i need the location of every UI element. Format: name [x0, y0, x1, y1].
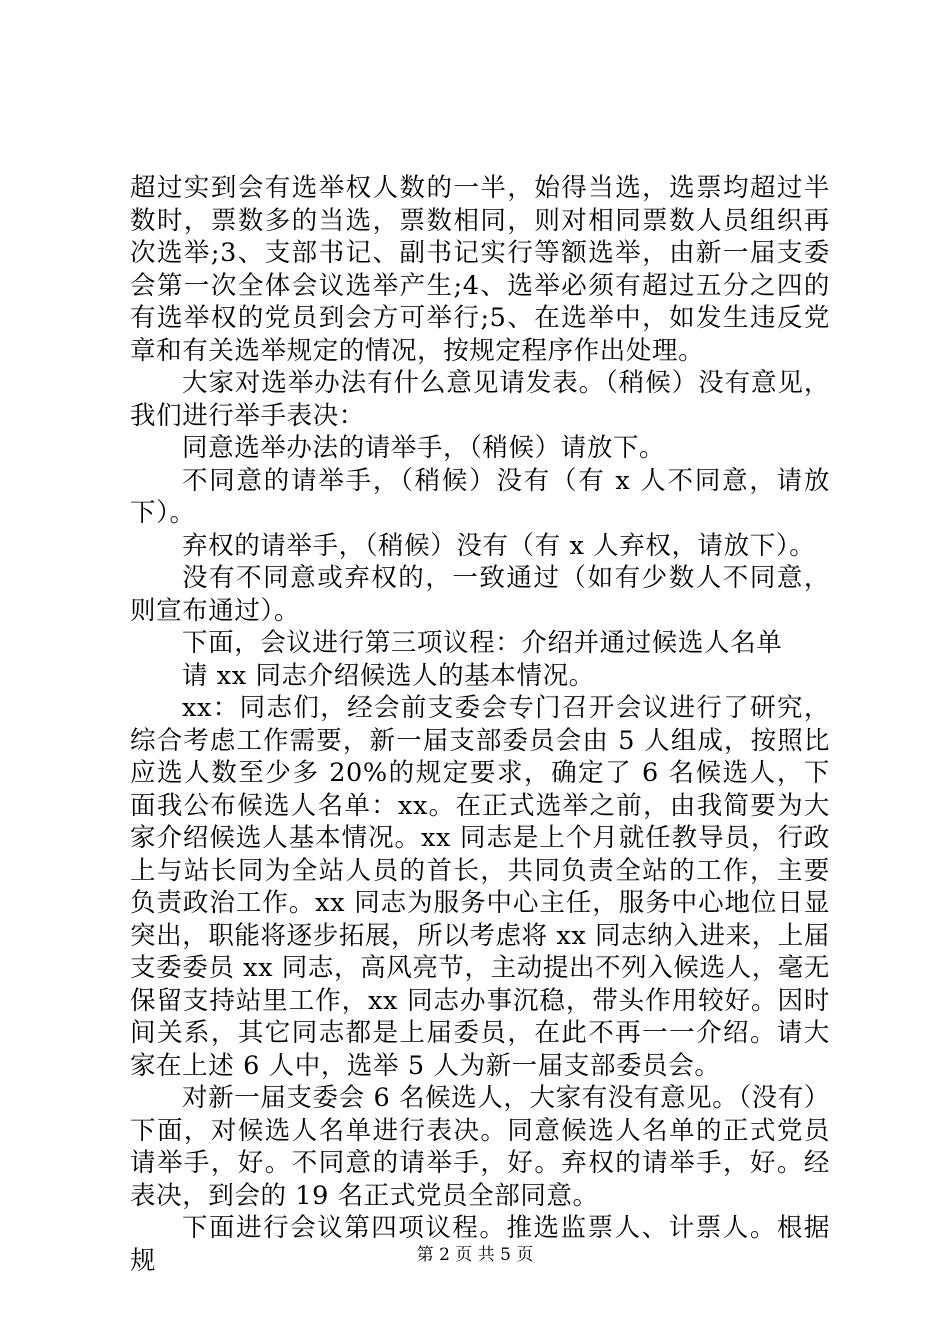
paragraph-election-rules: 超过实到会有选举权人数的一半，始得当选，选票均超过半数时，票数多的当选，票数相同，则对相同票数人员组织再次选举;3、支部书记、副书记实行等额选举，由新一届支委会第一次全体会议选举产生;4、选举必须有超过五分之四的有选举权的党员到会方可举行;5、在选举中，如发生违反党章和有关选举规定的情况，按规定程序作出处理。: [130, 173, 830, 366]
paragraph-vote-abstain: 弃权的请举手，（稍候）没有（有 x 人弃权，请放下）。: [182, 530, 816, 561]
paragraph-vote-disagree: 不同意的请举手，（稍候）没有（有 x 人不同意，请放下）。: [130, 465, 830, 528]
paragraph-candidate-vote: 对新一届支委会 6 名候选人，大家有没有意见。（没有）下面，对候选人名单进行表决。同意候选人名单的正式党员请举手，好。不同意的请举手，好。弃权的请举手，好。经表决，到会的 19 名正式党员全部同意。: [130, 1083, 830, 1211]
paragraph-agenda-four: 下面进行会议第四项议程。推选监票人、计票人。根据规: [130, 1213, 830, 1276]
paragraph-unanimous: 没有不同意或弃权的，一致通过（如有少数人不同意，则宣布通过）。: [130, 563, 830, 626]
paragraph-invite-opinions: 大家对选举办法有什么意见请发表。（稍候）没有意见，我们进行举手表决：: [130, 368, 830, 431]
paragraph-vote-agree: 同意选举办法的请举手，（稍候）请放下。: [182, 433, 666, 463]
paragraph-invite-introduction: 请 xx 同志介绍候选人的基本情况。: [182, 660, 595, 691]
document-body: [130, 172, 830, 1277]
page-number-footer: 第 2 页 共 5 页: [416, 1245, 534, 1265]
paragraph-agenda-three: 下面，会议进行第三项议程：介绍并通过候选人名单: [182, 628, 783, 658]
paragraph-candidate-introduction: xx：同志们，经会前支委会专门召开会议进行了研究，综合考虑工作需要，新一届支部委员会由 5 人组成，按照比应选人数至少多 20%的规定要求，确定了 6 名候选人，下面我公布候选人名单：xx。在正式选举之前，由我简要为大家介绍候选人基本情况。xx 同志是上个月就任教导员，行政上与站长同为全站人员的首长，共同负责全站的工作，主要负责政治工作。xx 同志为服务中心主任，服务中心地位日显突出，职能将逐步拓展，所以考虑将 xx 同志纳入进来，上届支委委员 xx 同志，高风亮节，主动提出不列入候选人，毫无保留支持站里工作，xx 同志办事沉稳，带头作用较好。因时间关系，其它同志都是上届委员，在此不再一一介绍。请大家在上述 6 人中，选举 5 人为新一届支部委员会。: [130, 693, 830, 1081]
